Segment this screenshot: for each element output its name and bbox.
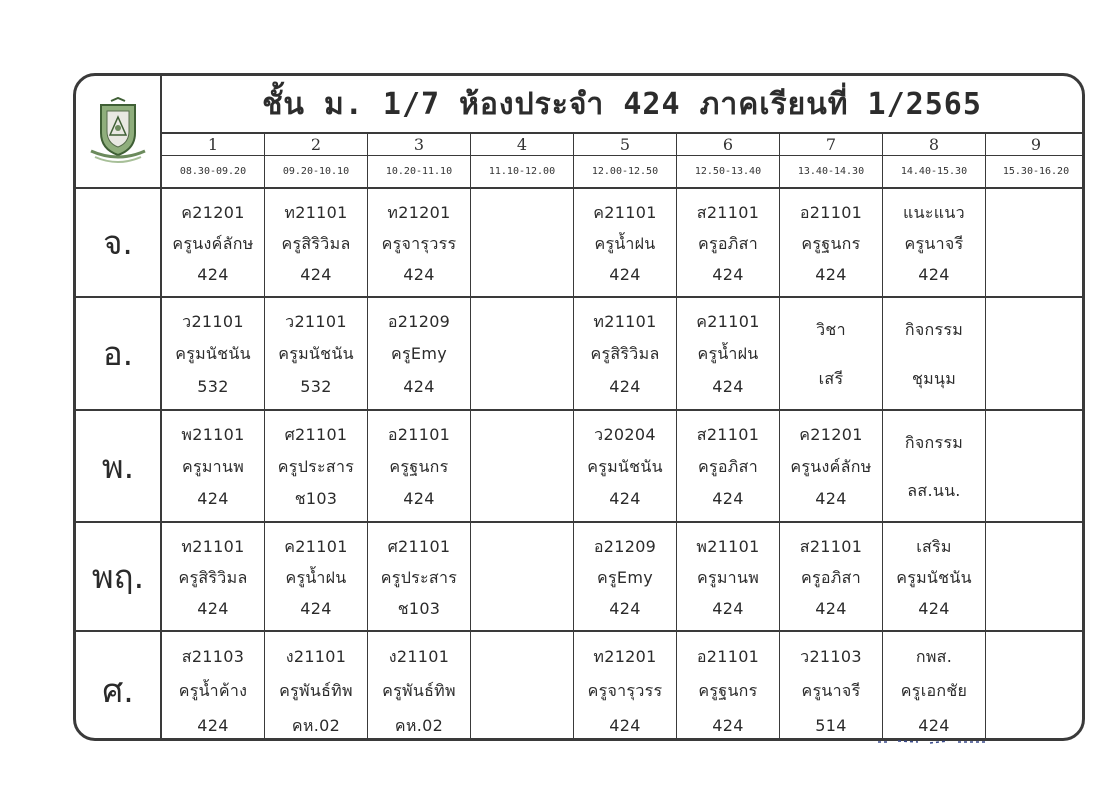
teacher-name: ครูมนัชนัน (175, 344, 251, 364)
room-number: 424 (918, 264, 950, 284)
period-number: 5 (574, 134, 677, 156)
room-number: 424 (712, 264, 744, 284)
room-number: 514 (815, 715, 847, 735)
schedule-cell (265, 632, 368, 741)
schedule-cell (368, 298, 471, 411)
room-number: 532 (197, 376, 229, 396)
subject-code: ท21101 (181, 536, 245, 556)
subject-code: อ21209 (593, 536, 657, 556)
room-number: 424 (197, 264, 229, 284)
room-number: 424 (712, 489, 744, 508)
schedule-cell (162, 632, 265, 741)
teacher-name: ครูนงค์ลักษ (790, 457, 872, 476)
room-number: 424 (815, 489, 847, 508)
period-number: 8 (883, 134, 986, 156)
room-number: 424 (609, 376, 641, 396)
subject-code: แนะแนว (903, 202, 965, 222)
room-number: คห.02 (291, 715, 341, 735)
teacher-name: ครูมนัชนัน (278, 344, 354, 364)
schedule-cell (677, 189, 780, 298)
period-time: 11.10-12.00 (471, 156, 574, 189)
schedule-grid (162, 134, 1082, 738)
period-time: 09.20-10.10 (265, 156, 368, 189)
subject-code: ท21201 (387, 202, 451, 222)
subject-code: พ21101 (181, 425, 245, 444)
subject-code: ค21201 (181, 202, 245, 222)
schedule-cell (162, 298, 265, 411)
room-number: 424 (609, 715, 641, 735)
subject-code: กิจกรรม (904, 320, 964, 340)
teacher-name: ครูนาจรี (801, 681, 861, 701)
day-label: อ. (76, 298, 160, 411)
teacher-name: ครูนงค์ลักษ (172, 233, 254, 253)
schedule-cell (986, 523, 1085, 632)
schedule-cell (265, 189, 368, 298)
room-number: 424 (300, 598, 332, 618)
subject-code: ง21101 (388, 647, 450, 667)
teacher-name: เสรี (818, 368, 844, 388)
room-number: 424 (197, 715, 229, 735)
schedule-cell (574, 632, 677, 741)
room-number: 424 (609, 598, 641, 618)
pen-mark (878, 736, 988, 746)
subject-code: ว21103 (800, 647, 862, 667)
schedule-cell (265, 523, 368, 632)
schedule-cell (677, 632, 780, 741)
subject-code: ง21101 (285, 647, 347, 667)
schedule-cell (471, 298, 574, 411)
subject-code: ท21101 (284, 202, 348, 222)
schedule-cell (986, 632, 1085, 741)
teacher-name: ลส.นน. (907, 481, 961, 500)
teacher-name: ครูอภิสา (800, 567, 861, 587)
room-number: 424 (197, 489, 229, 508)
period-time: 12.50-13.40 (677, 156, 780, 189)
teacher-name: ครูอภิสา (697, 457, 758, 476)
room-number: 424 (403, 376, 435, 396)
period-time: 15.30-16.20 (986, 156, 1085, 189)
room-number: 424 (197, 598, 229, 618)
subject-code: ค21101 (284, 536, 348, 556)
teacher-name: ครูน้ำฝน (285, 567, 347, 587)
room-number: คห.02 (394, 715, 444, 735)
schedule-cell (574, 298, 677, 411)
room-number: 424 (712, 715, 744, 735)
teacher-name: ครูน้ำค้าง (178, 681, 248, 701)
schedule-cell (471, 523, 574, 632)
room-number: 424 (609, 264, 641, 284)
subject-code: ว20204 (594, 425, 656, 444)
schedule-cell (368, 189, 471, 298)
period-number: 7 (780, 134, 883, 156)
teacher-name: ครูจารุวรร (381, 233, 457, 253)
teacher-name: ครูเอกชัย (900, 681, 968, 701)
period-number: 2 (265, 134, 368, 156)
subject-code: ค21101 (696, 312, 760, 332)
day-label: จ. (76, 189, 160, 298)
subject-code: ว21101 (285, 312, 347, 332)
schedule-cell (162, 523, 265, 632)
schedule-cell (471, 632, 574, 741)
teacher-name: ครูฐนกร (698, 681, 758, 701)
room-number: 424 (712, 598, 744, 618)
day-label: พ. (76, 411, 160, 523)
teacher-name: ครูมนัชนัน (587, 457, 663, 476)
subject-code: ค21101 (593, 202, 657, 222)
schedule-cell (162, 411, 265, 523)
teacher-name: ครูมานพ (696, 567, 760, 587)
schedule-cell (780, 298, 883, 411)
subject-code: ส21101 (696, 425, 760, 444)
subject-code: ค21201 (799, 425, 863, 444)
teacher-name: ครูสิริวิมล (281, 233, 351, 253)
schedule-cell (883, 523, 986, 632)
subject-code: ศ21101 (284, 425, 348, 444)
teacher-name: ครูฐนกร (389, 457, 449, 476)
schedule-cell (368, 632, 471, 741)
schedule-cell (986, 411, 1085, 523)
period-number: 9 (986, 134, 1085, 156)
teacher-name: ครูอภิสา (697, 233, 758, 253)
room-number: 424 (918, 598, 950, 618)
subject-code: อ21101 (387, 425, 451, 444)
teacher-name: ครูพันธ์ทิพ (382, 681, 456, 701)
schedule-cell (780, 411, 883, 523)
subject-code: ศ21101 (387, 536, 451, 556)
schedule-cell (162, 189, 265, 298)
teacher-name: ครูEmy (391, 344, 447, 364)
subject-code: อ21101 (696, 647, 760, 667)
room-number: 424 (918, 715, 950, 735)
period-time: 12.00-12.50 (574, 156, 677, 189)
day-column (76, 189, 162, 738)
subject-code: พ21101 (696, 536, 760, 556)
teacher-name: ครูน้ำฝน (697, 344, 759, 364)
subject-code: วิชา (816, 320, 846, 340)
period-number: 4 (471, 134, 574, 156)
period-time: 10.20-11.10 (368, 156, 471, 189)
teacher-name: ครูพันธ์ทิพ (279, 681, 353, 701)
room-number: ช103 (397, 598, 441, 618)
room-number: 424 (300, 264, 332, 284)
subject-code: อ21101 (799, 202, 863, 222)
schedule-cell (986, 189, 1085, 298)
subject-code: ส21101 (799, 536, 863, 556)
schedule-cell (986, 298, 1085, 411)
teacher-name: ครูประสาร (277, 457, 355, 476)
schedule-cell (265, 298, 368, 411)
schedule-cell (471, 189, 574, 298)
subject-code: เสริม (916, 536, 952, 556)
subject-code: ส21101 (696, 202, 760, 222)
teacher-name: ครูจารุวรร (587, 681, 663, 701)
page-title: ชั้น ม. 1/7 ห้องประจำ 424 ภาคเรียนที่ 1/2565 (162, 76, 1082, 134)
schedule-cell (471, 411, 574, 523)
teacher-name: ครูสิริวิมล (590, 344, 660, 364)
period-time: 14.40-15.30 (883, 156, 986, 189)
room-number: ช103 (294, 489, 338, 508)
period-time: 08.30-09.20 (162, 156, 265, 189)
schedule-cell (574, 189, 677, 298)
room-number: 424 (712, 376, 744, 396)
teacher-name: ครูมานพ (181, 457, 245, 476)
schedule-cell (883, 411, 986, 523)
schedule-cell (883, 632, 986, 741)
room-number: 424 (403, 264, 435, 284)
schedule-cell (780, 632, 883, 741)
schedule-cell (780, 189, 883, 298)
schedule-cell (368, 523, 471, 632)
room-number: 424 (815, 598, 847, 618)
period-number: 6 (677, 134, 780, 156)
teacher-name: ครูEmy (597, 567, 653, 587)
period-number: 3 (368, 134, 471, 156)
teacher-name: ครูมนัชนัน (896, 567, 972, 587)
teacher-name: ชุมนุม (911, 368, 957, 388)
subject-code: กพส. (915, 647, 953, 667)
school-emblem-icon (87, 97, 149, 167)
schedule-cell (883, 298, 986, 411)
subject-code: ส21103 (181, 647, 245, 667)
room-number: 424 (815, 264, 847, 284)
schedule-cell (677, 411, 780, 523)
subject-code: อ21209 (387, 312, 451, 332)
room-number: 424 (403, 489, 435, 508)
schedule-cell (780, 523, 883, 632)
day-label: ศ. (102, 671, 134, 710)
room-number: 424 (609, 489, 641, 508)
subject-code: กิจกรรม (904, 433, 964, 452)
schedule-cell (883, 189, 986, 298)
period-number: 1 (162, 134, 265, 156)
teacher-name: ครูน้ำฝน (594, 233, 656, 253)
schedule-cell (574, 411, 677, 523)
room-number: 532 (300, 376, 332, 396)
schedule-cell (677, 523, 780, 632)
schedule-cell (265, 411, 368, 523)
schedule-cell (677, 298, 780, 411)
school-logo (76, 76, 162, 189)
schedule-cell (574, 523, 677, 632)
subject-code: ท21201 (593, 647, 657, 667)
teacher-name: ครูสิริวิมล (178, 567, 248, 587)
timetable (73, 73, 1085, 741)
teacher-name: ครูประสาร (380, 567, 458, 587)
subject-code: ว21101 (182, 312, 244, 332)
teacher-name: ครูนาจรี (904, 233, 964, 253)
period-time: 13.40-14.30 (780, 156, 883, 189)
teacher-name: ครูฐนกร (801, 233, 861, 253)
schedule-cell (368, 411, 471, 523)
subject-code: ท21101 (593, 312, 657, 332)
day-label: พฤ. (76, 523, 160, 632)
